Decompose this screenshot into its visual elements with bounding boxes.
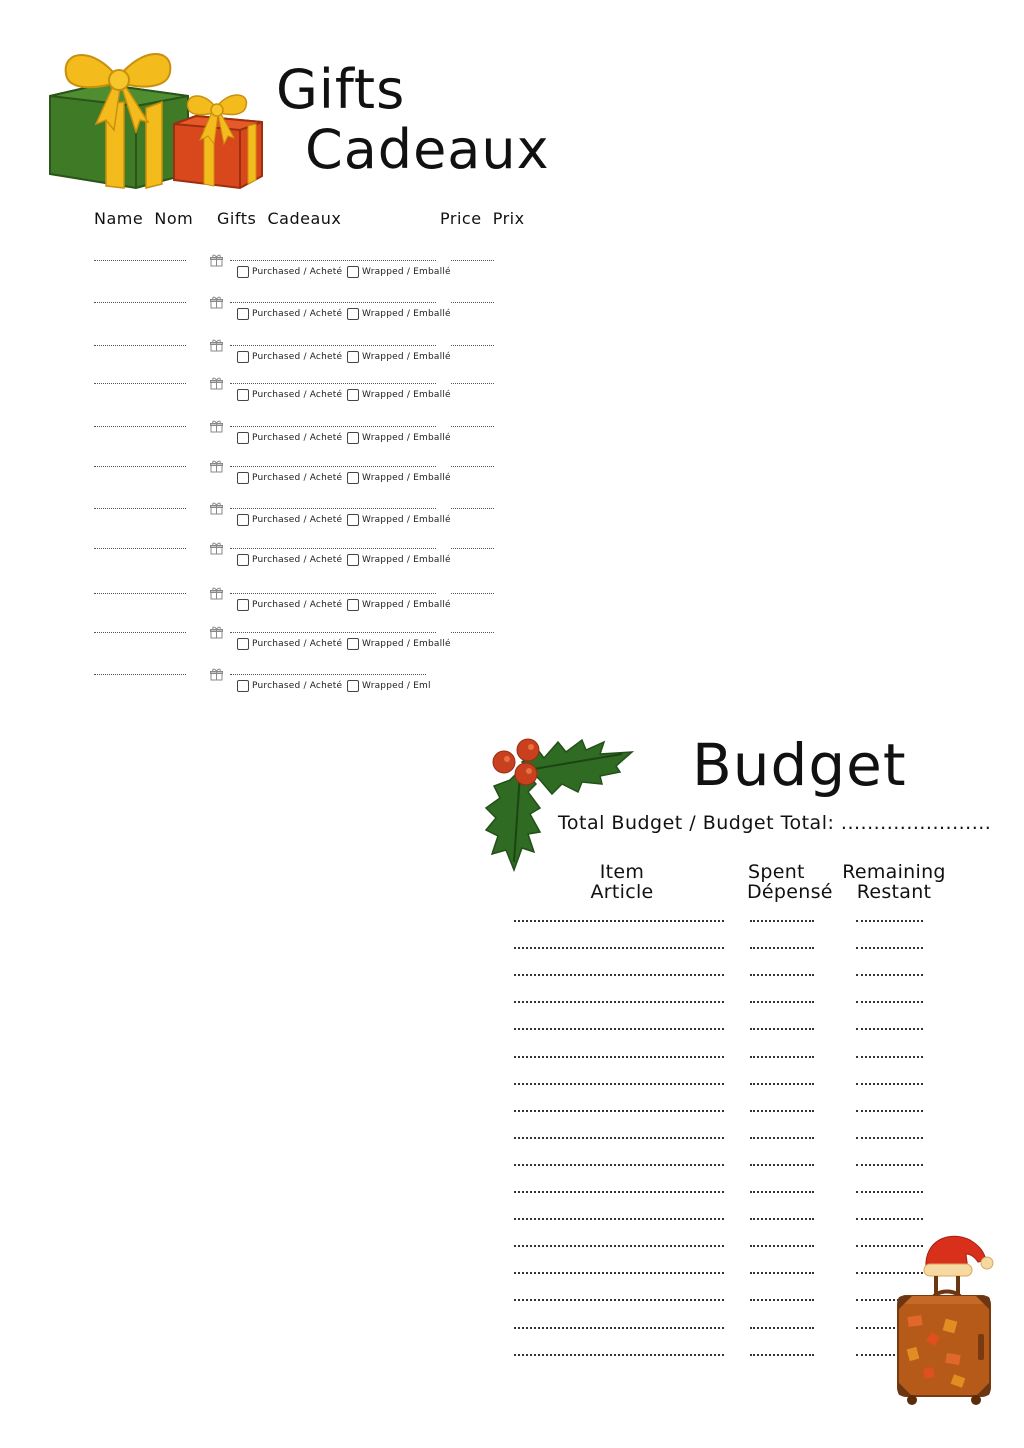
wrapped-label: Wrapped / Emballé (362, 515, 451, 525)
remaining-field[interactable] (856, 1164, 923, 1166)
name-field[interactable] (94, 426, 186, 427)
item-field[interactable] (514, 1327, 724, 1329)
purchased-label: Purchased / Acheté (252, 352, 343, 362)
item-field[interactable] (514, 1191, 724, 1193)
remaining-fr-label: Restant (856, 881, 932, 903)
spent-field[interactable] (750, 1191, 814, 1193)
item-field[interactable] (514, 1137, 724, 1139)
item-field[interactable] (514, 1164, 724, 1166)
wrapped-label: Wrapped / Emballé (362, 473, 451, 483)
name-field[interactable] (94, 632, 186, 633)
remaining-field[interactable] (856, 974, 923, 976)
gift-icon (210, 540, 223, 553)
wrapped-checkbox[interactable] (347, 389, 359, 401)
spent-field[interactable] (750, 947, 814, 949)
name-field[interactable] (94, 345, 186, 346)
price-field[interactable] (451, 302, 494, 303)
spent-field[interactable] (750, 1327, 814, 1329)
spent-field[interactable] (750, 1164, 814, 1166)
gift-field[interactable] (230, 466, 436, 467)
gift-field[interactable] (230, 674, 426, 675)
remaining-field[interactable] (856, 1218, 923, 1220)
wrapped-checkbox[interactable] (347, 308, 359, 320)
item-field[interactable] (514, 1354, 724, 1356)
name-field[interactable] (94, 302, 186, 303)
item-field[interactable] (514, 1245, 724, 1247)
column-header-item (576, 862, 668, 902)
purchased-checkbox[interactable] (237, 638, 249, 650)
gift-field[interactable] (230, 632, 436, 633)
purchased-label: Purchased / Acheté (252, 515, 343, 525)
spent-field[interactable] (750, 1083, 814, 1085)
remaining-en-label: Remaining (842, 861, 946, 883)
price-field[interactable] (451, 260, 494, 261)
name-field[interactable] (94, 593, 186, 594)
wrapped-label: Wrapped / Emballé (362, 639, 451, 649)
wrapped-label: Wrapped / Emballé (362, 600, 451, 610)
wrapped-label: Wrapped / Emballé (362, 390, 451, 400)
gift-icon (210, 337, 223, 350)
spent-field[interactable] (750, 1028, 814, 1030)
gift-field[interactable] (230, 302, 436, 303)
item-field[interactable] (514, 1218, 724, 1220)
spent-field[interactable] (750, 1056, 814, 1058)
remaining-field[interactable] (856, 1137, 923, 1139)
holly-illustration (482, 732, 636, 874)
purchased-label: Purchased / Acheté (252, 309, 343, 319)
purchased-label: Purchased / Acheté (252, 639, 343, 649)
wrapped-label: Wrapped / Emballé (362, 267, 451, 277)
gift-icon (210, 294, 223, 307)
remaining-field[interactable] (856, 920, 923, 922)
purchased-label: Purchased / Acheté (252, 433, 343, 443)
gift-icon (210, 458, 223, 471)
cadeaux-title: Cadeaux (305, 118, 550, 181)
gift-icon (210, 624, 223, 637)
name-field[interactable] (94, 260, 186, 261)
spent-field[interactable] (750, 974, 814, 976)
purchased-checkbox[interactable] (237, 351, 249, 363)
item-field[interactable] (514, 1001, 724, 1003)
purchased-checkbox[interactable] (237, 389, 249, 401)
wrapped-checkbox[interactable] (347, 638, 359, 650)
gift-icon (210, 375, 223, 388)
spent-field[interactable] (750, 1272, 814, 1274)
item-field[interactable] (514, 1056, 724, 1058)
purchased-checkbox[interactable] (237, 599, 249, 611)
remaining-field[interactable] (856, 1001, 923, 1003)
price-field[interactable] (451, 426, 494, 427)
column-header-price: Price Prix (440, 209, 525, 228)
gift-field[interactable] (230, 508, 436, 509)
spent-en-label: Spent (748, 861, 805, 883)
spent-field[interactable] (750, 1299, 814, 1301)
column-header-spent (740, 862, 832, 902)
gift-icon (210, 418, 223, 431)
gift-icon (210, 585, 223, 598)
price-field[interactable] (451, 508, 494, 509)
gifts-title: Gifts (276, 58, 406, 121)
wrapped-checkbox[interactable] (347, 351, 359, 363)
total-budget-field[interactable]: Total Budget / Budget Total: ....................... (558, 812, 992, 834)
remaining-field[interactable] (856, 1028, 923, 1030)
wrapped-checkbox[interactable] (347, 554, 359, 566)
gift-icon (210, 500, 223, 513)
wrapped-label: Wrapped / Eml (362, 681, 431, 691)
name-field[interactable] (94, 674, 186, 675)
price-field[interactable] (451, 632, 494, 633)
name-field[interactable] (94, 383, 186, 384)
gift-field[interactable] (230, 426, 436, 427)
purchased-checkbox[interactable] (237, 554, 249, 566)
gift-icon (210, 252, 223, 265)
gift-icon (210, 666, 223, 679)
wrapped-checkbox[interactable] (347, 514, 359, 526)
name-field[interactable] (94, 466, 186, 467)
name-field[interactable] (94, 548, 186, 549)
item-field[interactable] (514, 1028, 724, 1030)
column-header-name: Name Nom (94, 209, 194, 228)
purchased-label: Purchased / Acheté (252, 600, 343, 610)
name-field[interactable] (94, 508, 186, 509)
gift-field[interactable] (230, 383, 436, 384)
spent-field[interactable] (750, 1245, 814, 1247)
remaining-field[interactable] (856, 947, 923, 949)
spent-field[interactable] (750, 920, 814, 922)
remaining-field[interactable] (856, 1191, 923, 1193)
spent-fr-label: Dépensé (747, 881, 833, 903)
gift-field[interactable] (230, 345, 436, 346)
purchased-checkbox[interactable] (237, 266, 249, 278)
purchased-checkbox[interactable] (237, 472, 249, 484)
price-field[interactable] (451, 345, 494, 346)
wrapped-checkbox[interactable] (347, 472, 359, 484)
purchased-label: Purchased / Acheté (252, 473, 343, 483)
purchased-label: Purchased / Acheté (252, 390, 343, 400)
wrapped-label: Wrapped / Emballé (362, 433, 451, 443)
wrapped-label: Wrapped / Emballé (362, 309, 451, 319)
item-field[interactable] (514, 1272, 724, 1274)
wrapped-checkbox[interactable] (347, 266, 359, 278)
wrapped-checkbox[interactable] (347, 680, 359, 692)
item-field[interactable] (514, 920, 724, 922)
spent-field[interactable] (750, 1110, 814, 1112)
wrapped-label: Wrapped / Emballé (362, 352, 451, 362)
budget-title: Budget (692, 731, 907, 799)
price-field[interactable] (451, 466, 494, 467)
gift-boxes-illustration (44, 44, 266, 192)
item-field[interactable] (514, 1299, 724, 1301)
item-fr-label: Article (590, 881, 654, 903)
spent-field[interactable] (750, 1218, 814, 1220)
purchased-checkbox[interactable] (237, 680, 249, 692)
item-en-label: Item (599, 861, 645, 883)
wrapped-checkbox[interactable] (347, 599, 359, 611)
price-field[interactable] (451, 593, 494, 594)
remaining-field[interactable] (856, 1083, 923, 1085)
gift-field[interactable] (230, 260, 436, 261)
wrapped-label: Wrapped / Emballé (362, 555, 451, 565)
wrapped-checkbox[interactable] (347, 432, 359, 444)
purchased-checkbox[interactable] (237, 514, 249, 526)
column-header-remaining (842, 862, 946, 902)
purchased-checkbox[interactable] (237, 432, 249, 444)
purchased-label: Purchased / Acheté (252, 267, 343, 277)
item-field[interactable] (514, 1083, 724, 1085)
item-field[interactable] (514, 974, 724, 976)
item-field[interactable] (514, 1110, 724, 1112)
spent-field[interactable] (750, 1354, 814, 1356)
gift-field[interactable] (230, 548, 436, 549)
price-field[interactable] (451, 548, 494, 549)
purchased-label: Purchased / Acheté (252, 555, 343, 565)
gift-field[interactable] (230, 593, 436, 594)
purchased-label: Purchased / Acheté (252, 681, 343, 691)
spent-field[interactable] (750, 1001, 814, 1003)
price-field[interactable] (451, 383, 494, 384)
column-header-gifts: Gifts Cadeaux (217, 209, 342, 228)
purchased-checkbox[interactable] (237, 308, 249, 320)
suitcase-santa-hat-illustration (894, 1230, 996, 1406)
remaining-field[interactable] (856, 1056, 923, 1058)
remaining-field[interactable] (856, 1110, 923, 1112)
spent-field[interactable] (750, 1137, 814, 1139)
item-field[interactable] (514, 947, 724, 949)
